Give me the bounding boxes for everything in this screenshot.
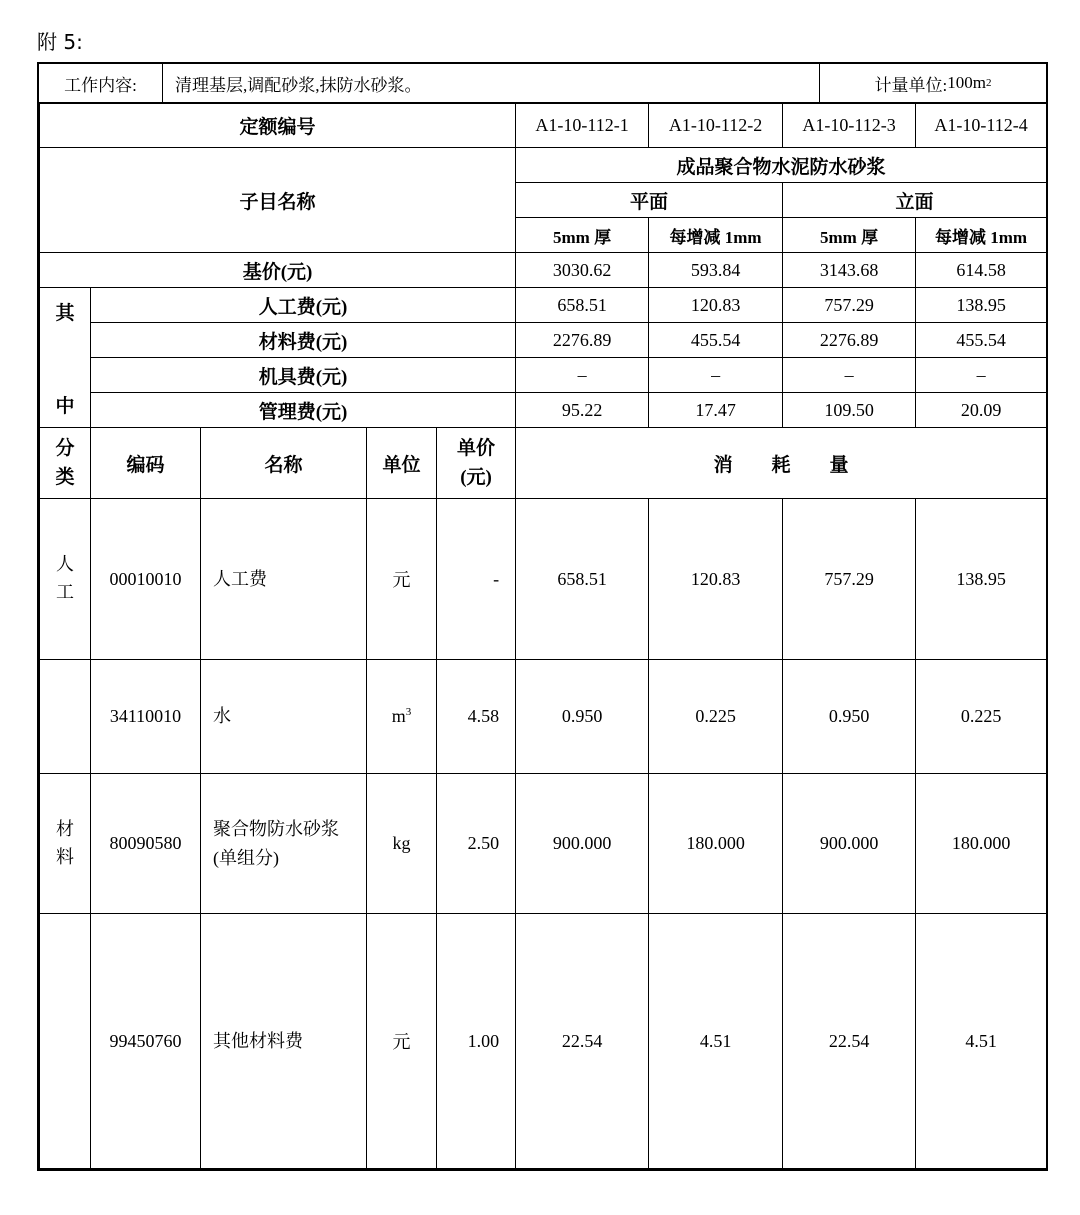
category-header-char-1: 分 xyxy=(55,437,75,459)
measure-unit-label: 计量单位: xyxy=(874,75,948,95)
machine-cost-row xyxy=(40,358,1047,393)
material-cost-row xyxy=(40,323,1047,358)
row-name xyxy=(201,914,367,1169)
quota-code-row xyxy=(40,104,1047,148)
row-unit-text: 元 xyxy=(392,1032,411,1052)
row-unit xyxy=(367,499,437,660)
labor-cost-2: 120.83 xyxy=(649,288,783,323)
quota-code-2: A1-10-112-2 xyxy=(649,104,783,148)
measure-unit-value: 100m xyxy=(947,73,986,92)
labor-cost-row xyxy=(40,288,1047,323)
row-value-3: 0.950 xyxy=(783,660,916,774)
measure-unit: 计量单位: 100m 2 xyxy=(819,64,1046,102)
row-name xyxy=(201,774,367,914)
row-unit-superscript: 3 xyxy=(405,706,412,718)
work-content-text: 清理基层,调配砂浆,抹防水砂浆。 xyxy=(175,75,422,95)
labor-cost-1: 658.51 xyxy=(516,288,649,323)
management-cost-4: 20.09 xyxy=(916,393,1047,428)
detail-row-mortar xyxy=(40,774,1047,914)
machine-cost-2: – xyxy=(649,358,783,393)
base-price-row xyxy=(40,253,1047,288)
row-value-4: 180.000 xyxy=(916,774,1047,914)
row-price: 2.50 xyxy=(437,774,516,914)
labor-cost-4: 138.95 xyxy=(916,288,1047,323)
management-cost-row xyxy=(40,393,1047,428)
row-value-3: 900.000 xyxy=(783,774,916,914)
management-cost-3: 109.50 xyxy=(783,393,916,428)
base-price-2: 593.84 xyxy=(649,253,783,288)
labor-cost-3: 757.29 xyxy=(783,288,916,323)
row-value-4: 4.51 xyxy=(916,914,1047,1169)
code-header: 编码 xyxy=(91,428,201,499)
base-price-4: 614.58 xyxy=(916,253,1047,288)
row-unit xyxy=(367,914,437,1169)
material-cost-3: 2276.89 xyxy=(783,323,916,358)
row-value-2: 0.225 xyxy=(649,660,783,774)
row-name-text-2: (单组分) xyxy=(213,847,279,868)
machine-cost-3: – xyxy=(783,358,916,393)
attachment-label: 附 5: xyxy=(37,30,83,54)
row-name xyxy=(201,499,367,660)
quota-code-3: A1-10-112-3 xyxy=(783,104,916,148)
consumption-header: 消 耗 量 xyxy=(516,428,1047,499)
category-header xyxy=(40,428,91,499)
thickness-col-1: 5mm 厚 xyxy=(516,218,649,253)
row-code: 99450760 xyxy=(91,914,201,1169)
category-empty xyxy=(40,660,91,774)
machine-cost-1: – xyxy=(516,358,649,393)
row-price: 4.58 xyxy=(437,660,516,774)
group-title: 成品聚合物水泥防水砂浆 xyxy=(516,148,1047,183)
material-cost-4: 455.54 xyxy=(916,323,1047,358)
work-content-label: 工作内容: xyxy=(39,64,163,102)
row-code: 00010010 xyxy=(91,499,201,660)
group-title-row xyxy=(40,148,1047,183)
row-value-3: 757.29 xyxy=(783,499,916,660)
quota-code-4: A1-10-112-4 xyxy=(916,104,1047,148)
price-header xyxy=(437,428,516,499)
row-unit-text: m xyxy=(391,706,406,726)
detail-header-row xyxy=(40,428,1047,499)
thickness-col-2: 每增减 1mm xyxy=(649,218,783,253)
surface-elevation: 立面 xyxy=(783,183,1047,218)
row-value-1: 658.51 xyxy=(516,499,649,660)
row-value-4: 138.95 xyxy=(916,499,1047,660)
row-unit xyxy=(367,660,437,774)
material-cost-2: 455.54 xyxy=(649,323,783,358)
row-value-1: 22.54 xyxy=(516,914,649,1169)
price-header-line-1: 单价 xyxy=(457,437,496,459)
row-code: 34110010 xyxy=(91,660,201,774)
row-value-3: 22.54 xyxy=(783,914,916,1169)
detail-row-labor xyxy=(40,499,1047,660)
thickness-col-3: 5mm 厚 xyxy=(783,218,916,253)
among-label-chars xyxy=(40,292,90,424)
among-char-2: 中 xyxy=(55,395,75,417)
quota-code-label: 定额编号 xyxy=(40,104,516,148)
base-price-label: 基价(元) xyxy=(40,253,516,288)
row-name-text: 聚合物防水砂浆 xyxy=(213,818,339,839)
category-material-char-2: 料 xyxy=(56,846,74,867)
category-empty xyxy=(40,914,91,1169)
name-header: 名称 xyxy=(201,428,367,499)
category-header-char-2: 类 xyxy=(55,467,75,488)
machine-cost-4: – xyxy=(916,358,1047,393)
quota-code-1: A1-10-112-1 xyxy=(516,104,649,148)
surface-plane: 平面 xyxy=(516,183,783,218)
row-name-text: 人工费 xyxy=(213,568,267,589)
base-price-3: 3143.68 xyxy=(783,253,916,288)
row-value-2: 4.51 xyxy=(649,914,783,1169)
thickness-col-4: 每增减 1mm xyxy=(916,218,1047,253)
row-name-text: 水 xyxy=(213,706,231,727)
row-unit-text: 元 xyxy=(392,570,411,590)
quota-table xyxy=(37,62,1048,1171)
price-header-line-2: (元) xyxy=(460,467,492,488)
detail-row-water xyxy=(40,660,1047,774)
category-material xyxy=(40,774,91,914)
among-label xyxy=(40,288,91,428)
material-cost-1: 2276.89 xyxy=(516,323,649,358)
row-unit xyxy=(367,774,437,914)
management-cost-1: 95.22 xyxy=(516,393,649,428)
unit-header: 单位 xyxy=(367,428,437,499)
category-material-char-1: 材 xyxy=(56,818,74,839)
row-price: - xyxy=(437,499,516,660)
row-value-1: 0.950 xyxy=(516,660,649,774)
quota-grid xyxy=(39,103,1047,1169)
row-value-2: 180.000 xyxy=(649,774,783,914)
category-labor xyxy=(40,499,91,660)
work-content-row xyxy=(39,64,1046,103)
category-labor-char-1: 人 xyxy=(56,554,74,575)
row-unit-text: kg xyxy=(392,833,411,853)
row-value-2: 120.83 xyxy=(649,499,783,660)
row-name xyxy=(201,660,367,774)
detail-row-other xyxy=(40,914,1047,1169)
row-value-1: 900.000 xyxy=(516,774,649,914)
material-cost-label: 材料费(元) xyxy=(91,323,516,358)
category-labor-char-2: 工 xyxy=(56,582,74,602)
sub-item-name-label: 子目名称 xyxy=(40,148,516,253)
management-cost-label: 管理费(元) xyxy=(91,393,516,428)
row-name-text: 其他材料费 xyxy=(213,1030,303,1051)
row-value-4: 0.225 xyxy=(916,660,1047,774)
row-code: 80090580 xyxy=(91,774,201,914)
among-char-1: 其 xyxy=(55,302,75,324)
base-price-1: 3030.62 xyxy=(516,253,649,288)
row-price: 1.00 xyxy=(437,914,516,1169)
management-cost-2: 17.47 xyxy=(649,393,783,428)
machine-cost-label: 机具费(元) xyxy=(91,358,516,393)
labor-cost-label: 人工费(元) xyxy=(91,288,516,323)
